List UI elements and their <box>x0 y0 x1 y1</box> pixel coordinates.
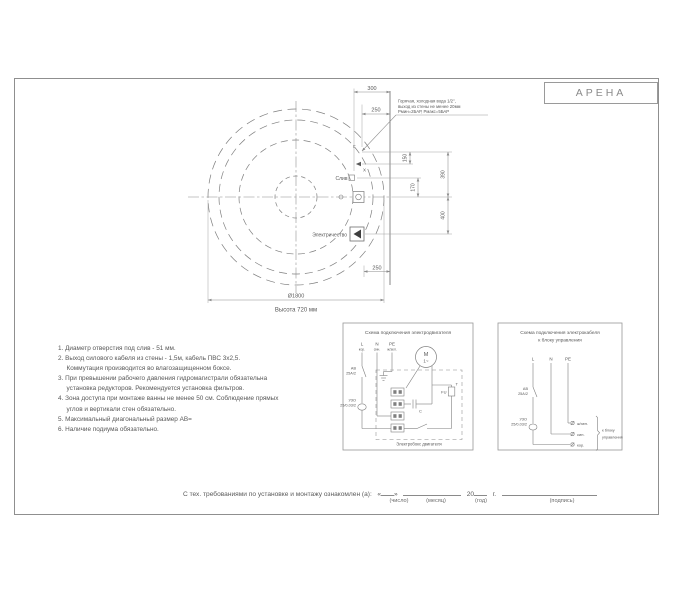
control-PE-label: PE <box>564 356 572 362</box>
motor-schematic <box>340 323 473 450</box>
control-component-labels <box>511 387 623 448</box>
model-name: АРЕНА <box>575 87 627 99</box>
year-blank[interactable] <box>474 488 487 496</box>
sign-sublabel: (подпись) <box>549 498 575 504</box>
motor-N-color: син. <box>373 347 381 352</box>
pipe-fitting-box <box>353 192 364 203</box>
destination-line2: управления <box>602 435 623 440</box>
note-line: углов и вертикали стен обязательно. <box>66 405 177 413</box>
control-wiring <box>529 363 600 451</box>
brace-icon <box>596 416 600 451</box>
water-note-line3: Рмин=2БАР, Рмакс=5БАР <box>398 109 450 114</box>
cold-water-marker-label: Х <box>363 167 367 173</box>
dimension-lines <box>208 92 448 300</box>
control-rcd-label: УЗО <box>519 417 527 422</box>
year-prefix: 20 <box>466 491 475 498</box>
control-N-label: N <box>549 356 553 362</box>
day-sublabel: (число) <box>389 498 409 504</box>
dim-300: 300 <box>367 86 377 92</box>
dim-250-top: 250 <box>371 107 381 114</box>
control-title-line1: Схема подключения электрокабеля <box>520 331 600 336</box>
dim-170: 170 <box>410 183 417 192</box>
drain-label: Слив <box>335 176 348 182</box>
thermal-label: Т <box>455 381 458 387</box>
motor-L-color: кор. <box>358 347 366 352</box>
dim-diameter: Ø1800 <box>287 293 305 300</box>
signature-blank[interactable] <box>502 488 597 496</box>
signature-line <box>183 488 597 498</box>
fuse-label: FU <box>441 389 447 395</box>
control-supply-labels <box>532 357 571 362</box>
wire-earth-label: ж/зел. <box>577 421 589 426</box>
wire-phase-label: кор. <box>577 442 585 448</box>
height-label: Высота 720 мм <box>274 307 318 314</box>
motor-N-label: N <box>375 341 379 347</box>
motor-rcd-rating: 25/0,03/2 <box>340 403 356 408</box>
extension-lines <box>208 89 452 304</box>
motor-breaker-label: АВ <box>350 366 356 371</box>
signature-statement: С тех. требованиями по установке и монтажу ознакомлен (а): <box>183 491 372 498</box>
note-line: 3. При превышении рабочего давления гидромагистрали обязательна <box>58 375 268 383</box>
note-line: установка редукторов. Рекомендуется установка фильтров. <box>66 385 245 393</box>
year-suffix: г. <box>492 491 497 498</box>
motor-supply-labels <box>359 342 397 352</box>
year-sublabel: (год) <box>475 498 487 504</box>
control-breaker-label: АВ <box>522 387 528 391</box>
destination-line1: к блоку <box>602 428 615 433</box>
motor-PE-label: PE <box>388 341 396 347</box>
control-breaker-rating: 25А/2 <box>518 392 528 396</box>
water-outlet-markers <box>353 144 366 173</box>
cold-water-marker-icon <box>356 162 361 166</box>
water-supply-note <box>362 99 488 152</box>
water-note-line1: Горячая, холодная вода 1/2", <box>398 98 456 104</box>
motor-L-label: L <box>360 341 364 347</box>
dim-150: 150 <box>402 153 409 163</box>
note-line: 2. Выход силового кабеля из стены - 1,5м, кабель ПВС 3х2,5. <box>58 355 241 363</box>
wire-neutral-label: син. <box>577 432 585 437</box>
electricity-group <box>312 227 364 241</box>
note-line: Коммутация производится во влагозащищенном боксе. <box>66 365 232 373</box>
water-note-line2: выход из стены не менее 20мм <box>398 103 461 109</box>
control-schematic <box>498 323 623 451</box>
motor-phase-symbol: 1~ <box>423 358 429 364</box>
motor-rcd-label: УЗО <box>348 398 356 403</box>
installation-notes <box>58 344 358 435</box>
quote-open: « <box>377 491 382 498</box>
quote-close: » <box>394 491 398 498</box>
note-line: 6. Наличие подиума обязательно. <box>58 425 159 433</box>
capacitor-label: С <box>419 408 422 414</box>
hot-water-marker-label: Г <box>353 144 356 149</box>
electricity-label: Электричество <box>312 232 347 239</box>
motor-PE-color: ж/зел. <box>387 347 397 352</box>
note-line: 1. Диаметр отверстия под слив - 51 мм. <box>58 345 176 352</box>
motor-box-caption: Электробокс двигателя <box>396 441 442 447</box>
dim-400: 400 <box>440 211 447 220</box>
day-blank[interactable] <box>381 488 394 496</box>
motor-electrobox-frame <box>376 370 462 440</box>
control-rcd-rating: 25/0,03/2 <box>511 422 527 427</box>
control-L-label: L <box>531 356 535 362</box>
month-blank[interactable] <box>403 488 461 496</box>
motor-schematic-title: Схема подключения электродвигателя <box>364 331 452 336</box>
motor-breaker-rating: 25А/2 <box>346 371 356 376</box>
note-line: 5. Максимальный диагональный размер АВ= <box>58 415 192 423</box>
motor-symbol: М <box>423 352 429 358</box>
month-sublabel: (месяц) <box>426 498 446 504</box>
control-title-line2: к блоку управления <box>538 338 582 344</box>
note-line: 4. Зона доступа при монтаже ванны не менее 50 см. Соблюдение прямых <box>58 395 279 403</box>
dim-250-bottom: 250 <box>372 265 382 272</box>
dim-390: 390 <box>440 170 447 179</box>
terminal-blocks <box>391 388 404 432</box>
